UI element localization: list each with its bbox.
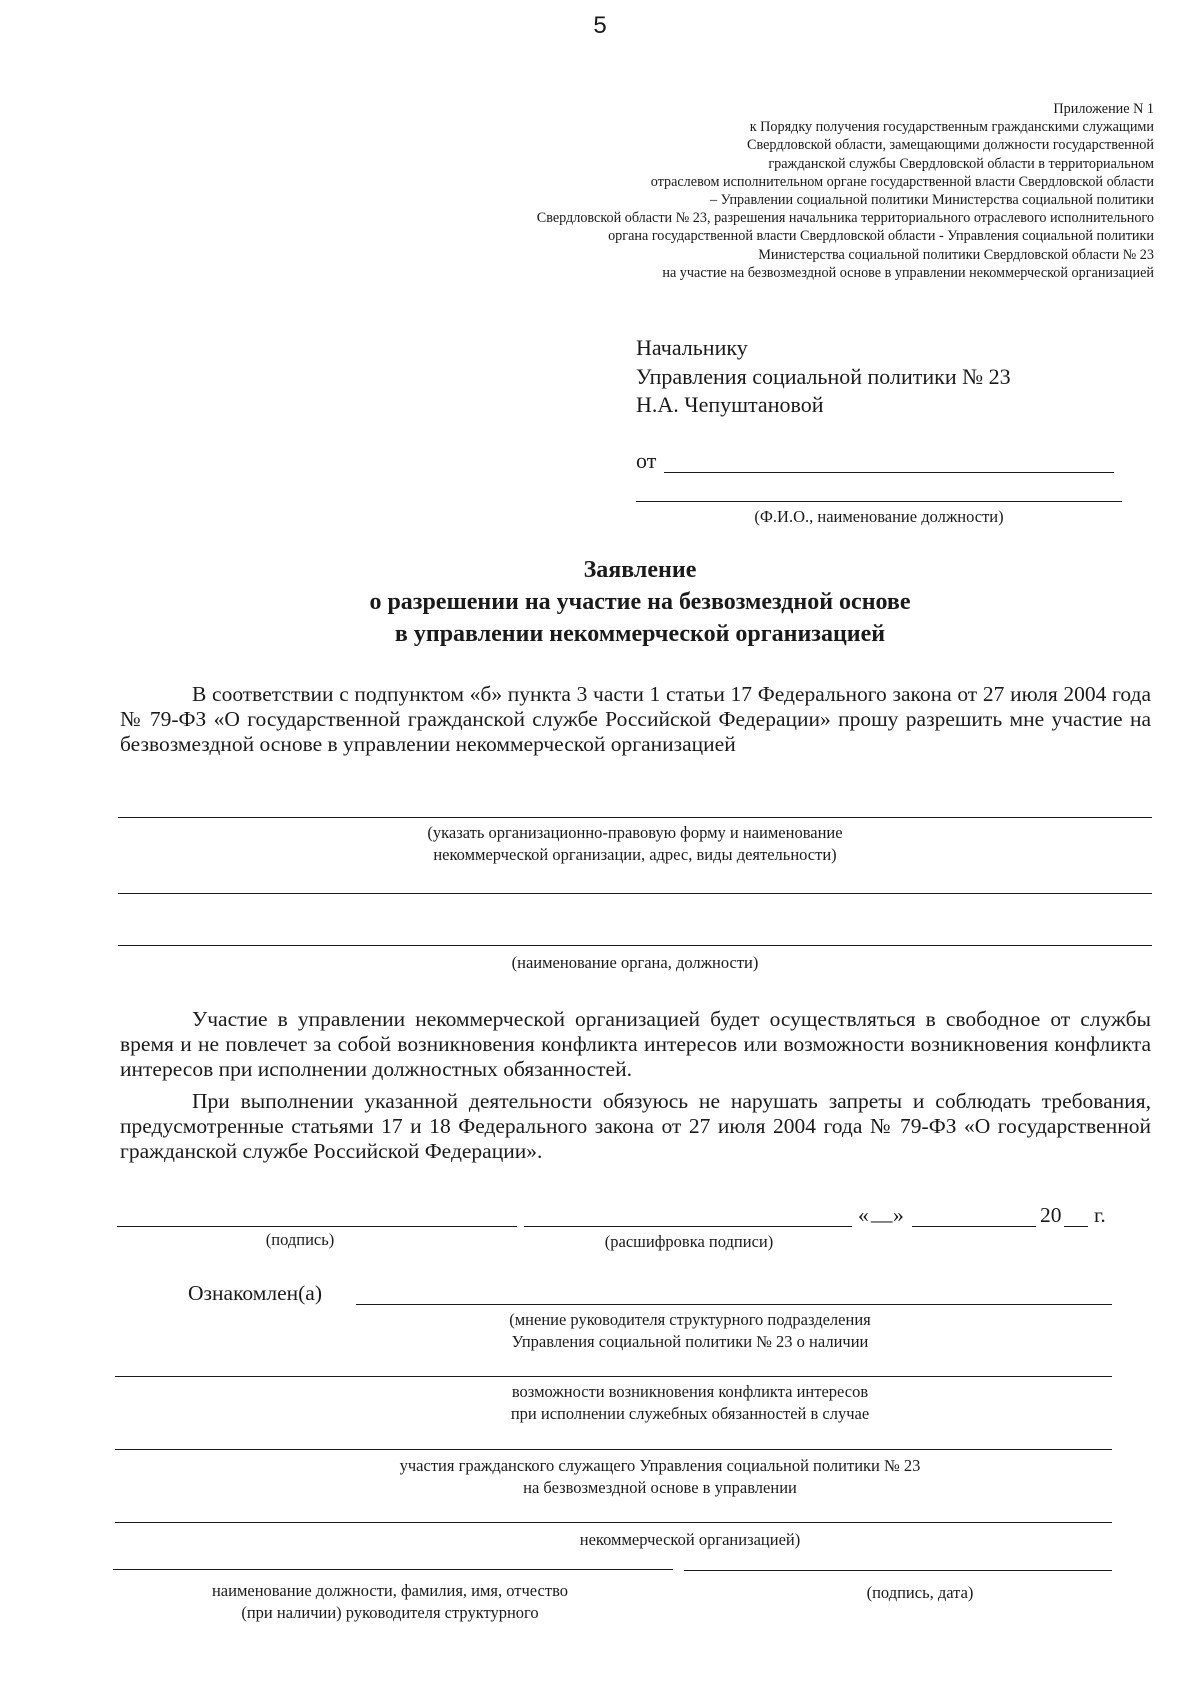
- appendix-line: органа государственной власти Свердловской области - Управления социальной политики: [608, 228, 1154, 245]
- signature-field[interactable]: [117, 1226, 517, 1227]
- appendix-line: Приложение N 1: [1053, 101, 1154, 117]
- appendix-header: [394, 100, 1154, 282]
- page-number: 5: [593, 12, 607, 39]
- title-line: о разрешении на участие на безвозмездной основе: [369, 589, 911, 615]
- obligation-paragraph: При выполнении указанной деятельности обязуюсь не нарушать запреты и соблюдать требования, предусмотренные статьями 17 и 18 Федерального закона от 27 июля 2004 года № 79-ФЗ «О государственной гражданской службе Российской Федерации».: [120, 1089, 1151, 1163]
- opinion-caption-line: некоммерческой организацией): [579, 1530, 801, 1549]
- opinion-caption-line: при исполнении служебных обязанностей в случае: [510, 1404, 870, 1423]
- addressee-position: Начальнику: [636, 335, 748, 360]
- sign-date-caption: (подпись, дата): [866, 1583, 974, 1602]
- appendix-line: Министерства социальной политики Свердловской области № 23: [758, 246, 1154, 263]
- addressee-block: [636, 334, 1011, 420]
- opinion-field-line[interactable]: [115, 1376, 1112, 1377]
- year-prefix: 20: [1040, 1203, 1062, 1227]
- from-name-field[interactable]: [664, 472, 1114, 473]
- signature-caption: (подпись): [265, 1230, 335, 1249]
- decode-caption: (расшифровка подписи): [604, 1232, 774, 1251]
- opinion-caption-line: на безвозмездной основе в управлении: [523, 1478, 797, 1497]
- organization-field-line[interactable]: [118, 817, 1152, 818]
- title-line: Заявление: [583, 557, 697, 583]
- appendix-line: Свердловской области № 23, разрешения начальника территориального отраслевого исполнительного: [536, 210, 1154, 227]
- opinion-field-line[interactable]: [115, 1522, 1112, 1523]
- year-suffix-field[interactable]: [1064, 1226, 1088, 1227]
- head-caption: [140, 1580, 640, 1624]
- body-position-field-line[interactable]: [118, 945, 1152, 946]
- organization-caption: [300, 822, 970, 866]
- appendix-line: гражданской службы Свердловской области в территориальном: [768, 155, 1154, 172]
- opinion-caption-line: участия гражданского служащего Управления социальной политики № 23: [399, 1456, 921, 1475]
- date-day-field[interactable]: __: [871, 1201, 893, 1225]
- head-caption-line: наименование должности, фамилия, имя, отчество: [211, 1581, 569, 1600]
- from-position-field[interactable]: [636, 501, 1122, 502]
- head-signature-date-field[interactable]: [684, 1570, 1112, 1571]
- body-caption: (наименование органа, должности): [511, 953, 759, 972]
- request-paragraph: В соответствии с подпунктом «б» пункта 3 части 1 статьи 17 Федерального закона от 27 июля 2004 года № 79-ФЗ «О государственной гражданской службе Российской Федерации» прошу разрешить мне участие на безвозмездной основе в управлении некоммерческой организацией: [120, 682, 1151, 756]
- appendix-line: – Управлении социальной политики Министерства социальной политики: [710, 192, 1154, 209]
- free-time-paragraph: Участие в управлении некоммерческой организацией будет осуществляться в свободное от службы время и не повлечет за собой возникновения конфликта интересов или возможности возникновения конфликта интересов при исполнении должностных обязанностей.: [120, 1007, 1151, 1081]
- appendix-line: отраслевом исполнительном органе государственной власти Свердловской области: [650, 173, 1154, 190]
- head-caption-line: (при наличии) руководителя структурного: [241, 1603, 539, 1622]
- organization-caption-line: некоммерческой организации, адрес, виды деятельности): [433, 845, 837, 864]
- addressee-name: Н.А. Чепуштановой: [636, 392, 824, 417]
- opinion-caption-line: Управления социальной политики № 23 о наличии: [511, 1332, 869, 1351]
- date-quote-close: »: [893, 1203, 904, 1227]
- opinion-caption-line: (мнение руководителя структурного подразделения: [509, 1310, 871, 1329]
- addressee-organization: Управления социальной политики № 23: [636, 363, 1011, 389]
- opinion-caption: [420, 1381, 960, 1425]
- date-month-field[interactable]: [912, 1226, 1036, 1227]
- acknowledged-label: Ознакомлен(а): [188, 1281, 323, 1305]
- date-quote-open: «: [858, 1203, 869, 1227]
- appendix-line: к Порядку получения государственным гражданскими служащими: [749, 119, 1154, 136]
- title-line: в управлении некоммерческой организацией: [394, 621, 886, 647]
- opinion-caption-line: возможности возникновения конфликта интересов: [511, 1382, 869, 1401]
- appendix-line: Свердловской области, замещающими должности государственной: [747, 137, 1154, 154]
- signature-decode-field[interactable]: [524, 1226, 852, 1227]
- opinion-caption: [320, 1455, 1000, 1499]
- opinion-caption: [420, 1309, 960, 1353]
- year-suffix: г.: [1094, 1203, 1106, 1227]
- from-label: от: [636, 448, 657, 473]
- head-name-field[interactable]: [113, 1569, 673, 1570]
- acknowledged-field[interactable]: [356, 1304, 1112, 1305]
- document-title: [200, 554, 1080, 650]
- organization-field-line[interactable]: [118, 893, 1152, 894]
- opinion-field-line[interactable]: [115, 1449, 1112, 1450]
- appendix-line: на участие на безвозмездной основе в управлении некоммерческой организацией: [662, 264, 1154, 281]
- organization-caption-line: (указать организационно-правовую форму и наименование: [427, 823, 843, 842]
- from-caption: (Ф.И.О., наименование должности): [754, 507, 1004, 526]
